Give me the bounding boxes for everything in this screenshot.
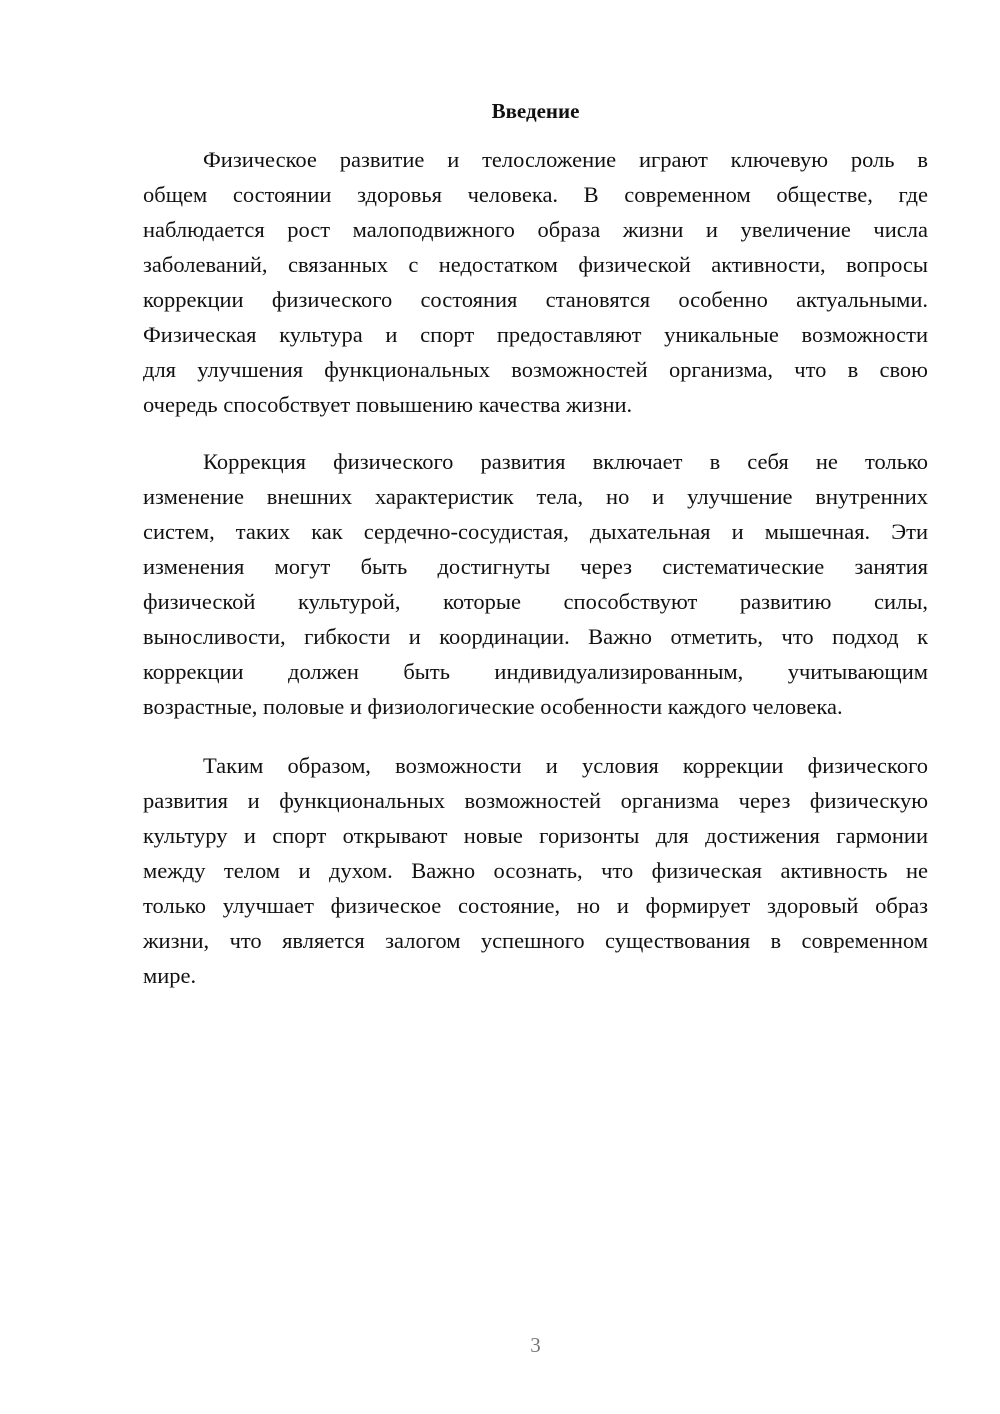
paragraph-2: [143, 444, 928, 724]
text-line: выносливости, гибкости и координации. Важно отметить, что подход к: [143, 624, 928, 649]
text-line: культуру и спорт открывают новые горизонты для достижения гармонии: [143, 823, 928, 848]
text-line: Таким образом, возможности и условия коррекции физического: [203, 753, 928, 778]
text-line: систем, таких как сердечно-сосудистая, дыхательная и мышечная. Эти: [143, 519, 928, 544]
paragraph-3: [143, 748, 928, 993]
text-line: коррекции должен быть индивидуализированным, учитывающим: [143, 659, 928, 684]
text-line: между телом и духом. Важно осознать, что физическая активность не: [143, 858, 928, 883]
text-line: общем состоянии здоровья человека. В современном обществе, где: [143, 182, 928, 207]
text-line: возрастные, половые и физиологические особенности каждого человека.: [143, 694, 843, 719]
text-line: заболеваний, связанных с недостатком физической активности, вопросы: [143, 252, 928, 277]
page-number: 3: [530, 1333, 541, 1357]
text-line: развития и функциональных возможностей организма через физическую: [143, 788, 928, 813]
text-line: очередь способствует повышению качества жизни.: [143, 392, 633, 417]
text-line: Физическое развитие и телосложение играют ключевую роль в: [203, 147, 928, 172]
text-line: только улучшает физическое состояние, но и формирует здоровый образ: [143, 893, 928, 918]
text-line: изменения могут быть достигнуты через систематические занятия: [143, 554, 928, 579]
text-line: мире.: [143, 963, 197, 988]
text-line: изменение внешних характеристик тела, но и улучшение внутренних: [143, 484, 928, 509]
section-title: Введение: [491, 99, 580, 123]
text-line: Коррекция физического развития включает в себя не только: [203, 449, 928, 474]
text-line: для улучшения функциональных возможностей организма, что в свою: [143, 357, 928, 382]
text-line: коррекции физического состояния становятся особенно актуальными.: [143, 287, 928, 312]
text-line: жизни, что является залогом успешного существования в современном: [143, 928, 928, 953]
text-line: Физическая культура и спорт предоставляют уникальные возможности: [143, 322, 928, 347]
text-line: наблюдается рост малоподвижного образа жизни и увеличение числа: [143, 217, 928, 242]
paragraph-1: [143, 142, 928, 422]
text-line: физической культурой, которые способствуют развитию силы,: [143, 589, 928, 614]
